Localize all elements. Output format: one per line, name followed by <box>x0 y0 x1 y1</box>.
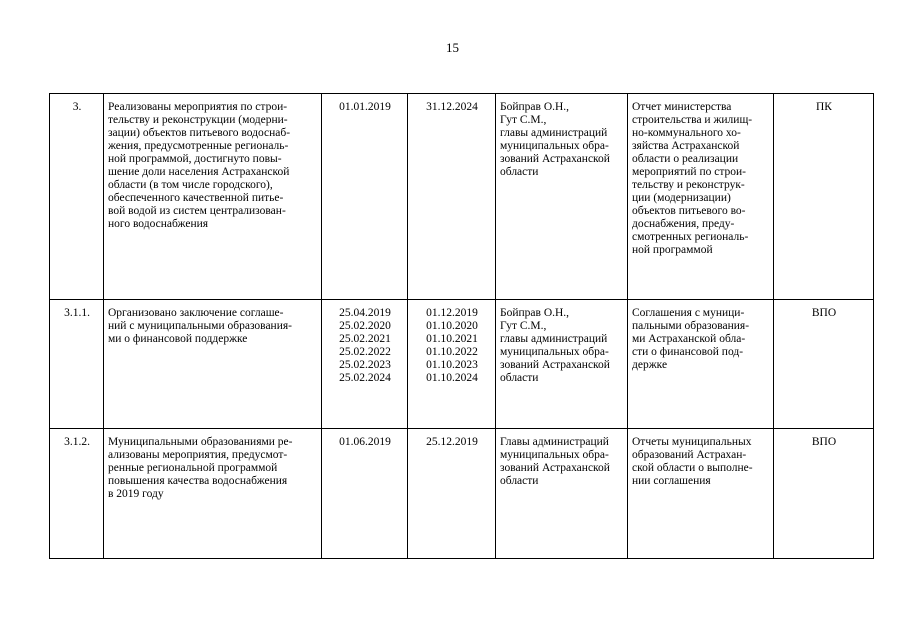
result-line: ренные региональной программой <box>108 462 278 474</box>
result-line: ного водоснабжения <box>108 218 209 230</box>
table-row <box>50 94 874 300</box>
document-line: тельству и реконструк- <box>632 179 745 191</box>
result-line: ми о финансовой поддержке <box>108 333 248 345</box>
responsible-cell <box>496 94 628 300</box>
responsible-line: области <box>500 372 539 384</box>
document-cell <box>628 429 774 559</box>
end-date-line: 01.10.2022 <box>426 346 478 358</box>
responsible-cell <box>496 300 628 429</box>
result-cell <box>104 94 322 300</box>
responsible-line: области <box>500 475 539 487</box>
document-line: нии соглашения <box>632 475 711 487</box>
responsible-line: области <box>500 166 539 178</box>
plan-table <box>49 93 874 559</box>
end-date-cell <box>408 300 496 429</box>
document-line: ной программой <box>632 244 713 256</box>
responsible-line: Гут С.М., <box>500 320 547 332</box>
start-date-line: 25.02.2020 <box>339 320 391 332</box>
start-date-cell <box>322 429 408 559</box>
responsible-line: зований Астраханской <box>500 462 610 474</box>
document-cell <box>628 300 774 429</box>
responsible-line: Бойправ О.Н., <box>500 101 570 113</box>
type-code-cell: ВПО <box>774 300 874 429</box>
end-date-cell <box>408 94 496 300</box>
start-date-cell <box>322 300 408 429</box>
document-line: Отчеты муниципальных <box>632 436 752 448</box>
start-date-line: 25.02.2024 <box>339 372 391 384</box>
document-line: ской области о выполне- <box>632 462 753 474</box>
start-date-line: 01.01.2019 <box>339 101 391 113</box>
end-date-line: 01.10.2021 <box>426 333 478 345</box>
document-line: строительства и жилищ- <box>632 114 753 126</box>
result-line: жения, предусмотренные региональ- <box>108 140 289 152</box>
result-line: ной программой, достигнуто повы- <box>108 153 282 165</box>
type-code-cell: ВПО <box>774 429 874 559</box>
document-line: образований Астрахан- <box>632 449 747 461</box>
document-line: держке <box>632 359 668 371</box>
responsible-line: Главы администраций <box>500 436 609 448</box>
result-line: ализованы мероприятия, предусмот- <box>108 449 288 461</box>
responsible-line: муниципальных обра- <box>500 140 609 152</box>
type-code-cell: ПК <box>774 94 874 300</box>
document-line: но-коммунального хо- <box>632 127 741 139</box>
document-line: пальными образования- <box>632 320 750 332</box>
responsible-line: зований Астраханской <box>500 359 610 371</box>
document-line: ции (модернизации) <box>632 192 731 204</box>
end-date-line: 01.12.2019 <box>426 307 478 319</box>
start-date-line: 01.06.2019 <box>339 436 391 448</box>
end-date-line: 31.12.2024 <box>426 101 478 113</box>
start-date-line: 25.02.2022 <box>339 346 391 358</box>
result-line: Муниципальными образованиями ре- <box>108 436 293 448</box>
start-date-cell <box>322 94 408 300</box>
document-line: Соглашения с муници- <box>632 307 745 319</box>
result-line: тельству и реконструкции (модерни- <box>108 114 288 126</box>
result-line: зации) объектов питьевого водоснаб- <box>108 127 291 139</box>
document-line: зяйства Астраханской <box>632 140 740 152</box>
result-line: вой водой из систем централизован- <box>108 205 286 217</box>
row-number: 3. <box>50 94 104 300</box>
result-line: области (в том числе городского), <box>108 179 273 191</box>
row-number: 3.1.2. <box>50 429 104 559</box>
result-line: обеспеченного качественной питье- <box>108 192 284 204</box>
document-line: ми Астраханской обла- <box>632 333 746 345</box>
table-row <box>50 300 874 429</box>
end-date-line: 01.10.2020 <box>426 320 478 332</box>
document-line: области о реализации <box>632 153 739 165</box>
result-line: Организовано заключение соглаше- <box>108 307 284 319</box>
row-number: 3.1.1. <box>50 300 104 429</box>
end-date-line: 25.12.2019 <box>426 436 478 448</box>
responsible-line: главы администраций <box>500 127 608 139</box>
result-line: шение доли населения Астраханской <box>108 166 290 178</box>
result-line: Реализованы мероприятия по строи- <box>108 101 288 113</box>
document-cell <box>628 94 774 300</box>
end-date-cell <box>408 429 496 559</box>
start-date-line: 25.04.2019 <box>339 307 391 319</box>
result-cell <box>104 300 322 429</box>
responsible-line: муниципальных обра- <box>500 449 609 461</box>
end-date-line: 01.10.2023 <box>426 359 478 371</box>
document-line: объектов питьевого во- <box>632 205 746 217</box>
result-line: в 2019 году <box>108 488 164 500</box>
responsible-line: Бойправ О.Н., <box>500 307 570 319</box>
responsible-line: муниципальных обра- <box>500 346 609 358</box>
responsible-line: Гут С.М., <box>500 114 547 126</box>
start-date-line: 25.02.2021 <box>339 333 391 345</box>
responsible-cell <box>496 429 628 559</box>
responsible-line: главы администраций <box>500 333 608 345</box>
end-date-line: 01.10.2024 <box>426 372 478 384</box>
page-number: 15 <box>446 40 459 55</box>
document-line: сти о финансовой под- <box>632 346 744 358</box>
responsible-line: зований Астраханской <box>500 153 610 165</box>
result-line: ний с муниципальными образования- <box>108 320 292 332</box>
result-line: повышения качества водоснабжения <box>108 475 288 487</box>
start-date-line: 25.02.2023 <box>339 359 391 371</box>
document-line: смотренных региональ- <box>632 231 749 243</box>
document-line: Отчет министерства <box>632 101 732 113</box>
result-cell <box>104 429 322 559</box>
document-line: доснабжения, преду- <box>632 218 735 230</box>
table-row <box>50 429 874 559</box>
document-line: мероприятий по строи- <box>632 166 746 178</box>
